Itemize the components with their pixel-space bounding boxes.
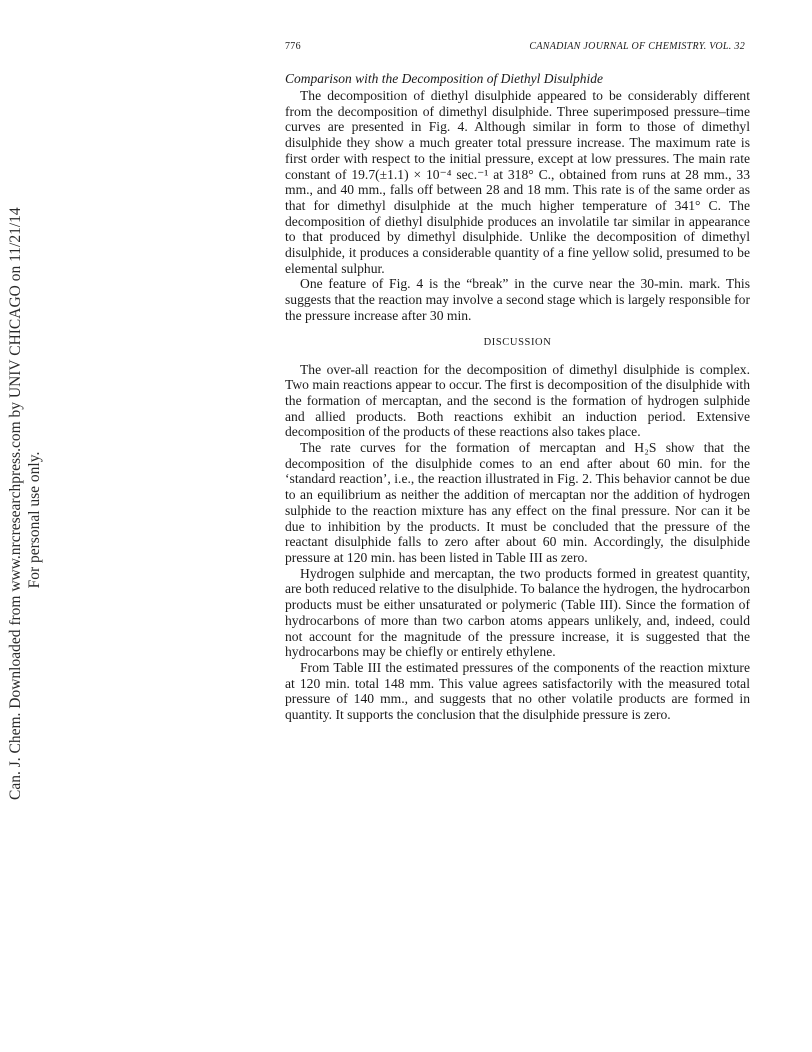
body-paragraph: From Table III the estimated pressures of the components of the reaction mixture at 120 min. total 148 mm. This value agrees satisfactorily with the measured total pressure of 140 mm., and suggests that no other volatile products are formed in quantity. It supports the conclusion that the disulphide pressure is zero. (285, 659, 750, 723)
discussion-heading: DISCUSSION (483, 336, 552, 348)
journal-page (285, 40, 750, 723)
download-watermark (6, 207, 46, 800)
body-paragraph: The rate curves for the formation of mercaptan and H₂S show that the decomposition of the disulphide comes to an end after about 60 min. for the ‘standard reaction’, i.e., the reaction illustrated in Fig. 2. This behavior cannot be due to an equilibrium as neither the addition of mercaptan nor the addition of hydrogen sulphide to the reaction mixture has any effect on the final pressure. Nor can it be due to inhibition by the products. It must be concluded that the pressure of the reactant disulphide falls to zero after about 60 min. Accordingly, the disulphide pressure at 120 min. has been listed in Table III as zero. (285, 440, 750, 565)
body-paragraph: One feature of Fig. 4 is the “break” in the curve near the 30-min. mark. This suggests that the reaction may involve a second stage which is largely responsible for the pressure increase after 30 min. (285, 276, 750, 323)
body-paragraph: The decomposition of diethyl disulphide appeared to be considerably different from the decomposition of dimethyl disulphide. Three superimposed pressure–time curves are presented in Fig. 4. Although similar in form to those of dimethyl disulphide they show a much greater total pressure increase. The maximum rate is first order with respect to the initial pressure, except at low pressures. The main rate constant of 19.7(±1.1) × 10⁻⁴ sec.⁻¹ at 318° C., obtained from runs at 28 mm., 33 mm., and 40 mm., falls off between 28 and 18 mm. This rate is of the same order as that for dimethyl disulphide at the much higher temperature of 341° C. The decomposition of diethyl disulphide produces an involatile tar similar in appearance to that produced by dimethyl disulphide. Unlike the decomposition of dimethyl disulphide, it produces a considerable quantity of a fine yellow solid, presumed to be elemental sulphur. (285, 88, 750, 276)
section-title: Comparison with the Decomposition of Diethyl Disulphide (285, 71, 603, 86)
page-number: 776 (285, 41, 301, 52)
download-watermark-line-1: Can. J. Chem. Downloaded from www.nrcresearchpress.com by UNIV CHICAGO on 11/21/14 (7, 207, 24, 800)
body-paragraph: The over-all reaction for the decomposition of dimethyl disulphide is complex. Two main reactions appear to occur. The first is decomposition of the disulphide with the formation of mercaptan, and the second is the formation of hydrogen sulphide and allied products. Both reactions exhibit an induction period. Extensive decomposition of the products of these reactions also takes place. (285, 361, 750, 440)
body-paragraph: Hydrogen sulphide and mercaptan, the two products formed in greatest quantity, are both reduced relative to the disulphide. To balance the hydrogen, the hydrocarbon products must be either unsaturated or polymeric (Table III). Since the formation of hydrocarbons of more than two carbon atoms appears unlikely, and, indeed, could not account for the magnitude of the pressure increase, it is suggested that the hydrocarbons may be chiefly or entirely ethylene. (285, 565, 750, 660)
journal-title: CANADIAN JOURNAL OF CHEMISTRY. VOL. 32 (529, 41, 745, 52)
download-watermark-line-2: For personal use only. (26, 451, 43, 589)
download-watermark-text (6, 207, 44, 800)
running-head (285, 40, 750, 54)
